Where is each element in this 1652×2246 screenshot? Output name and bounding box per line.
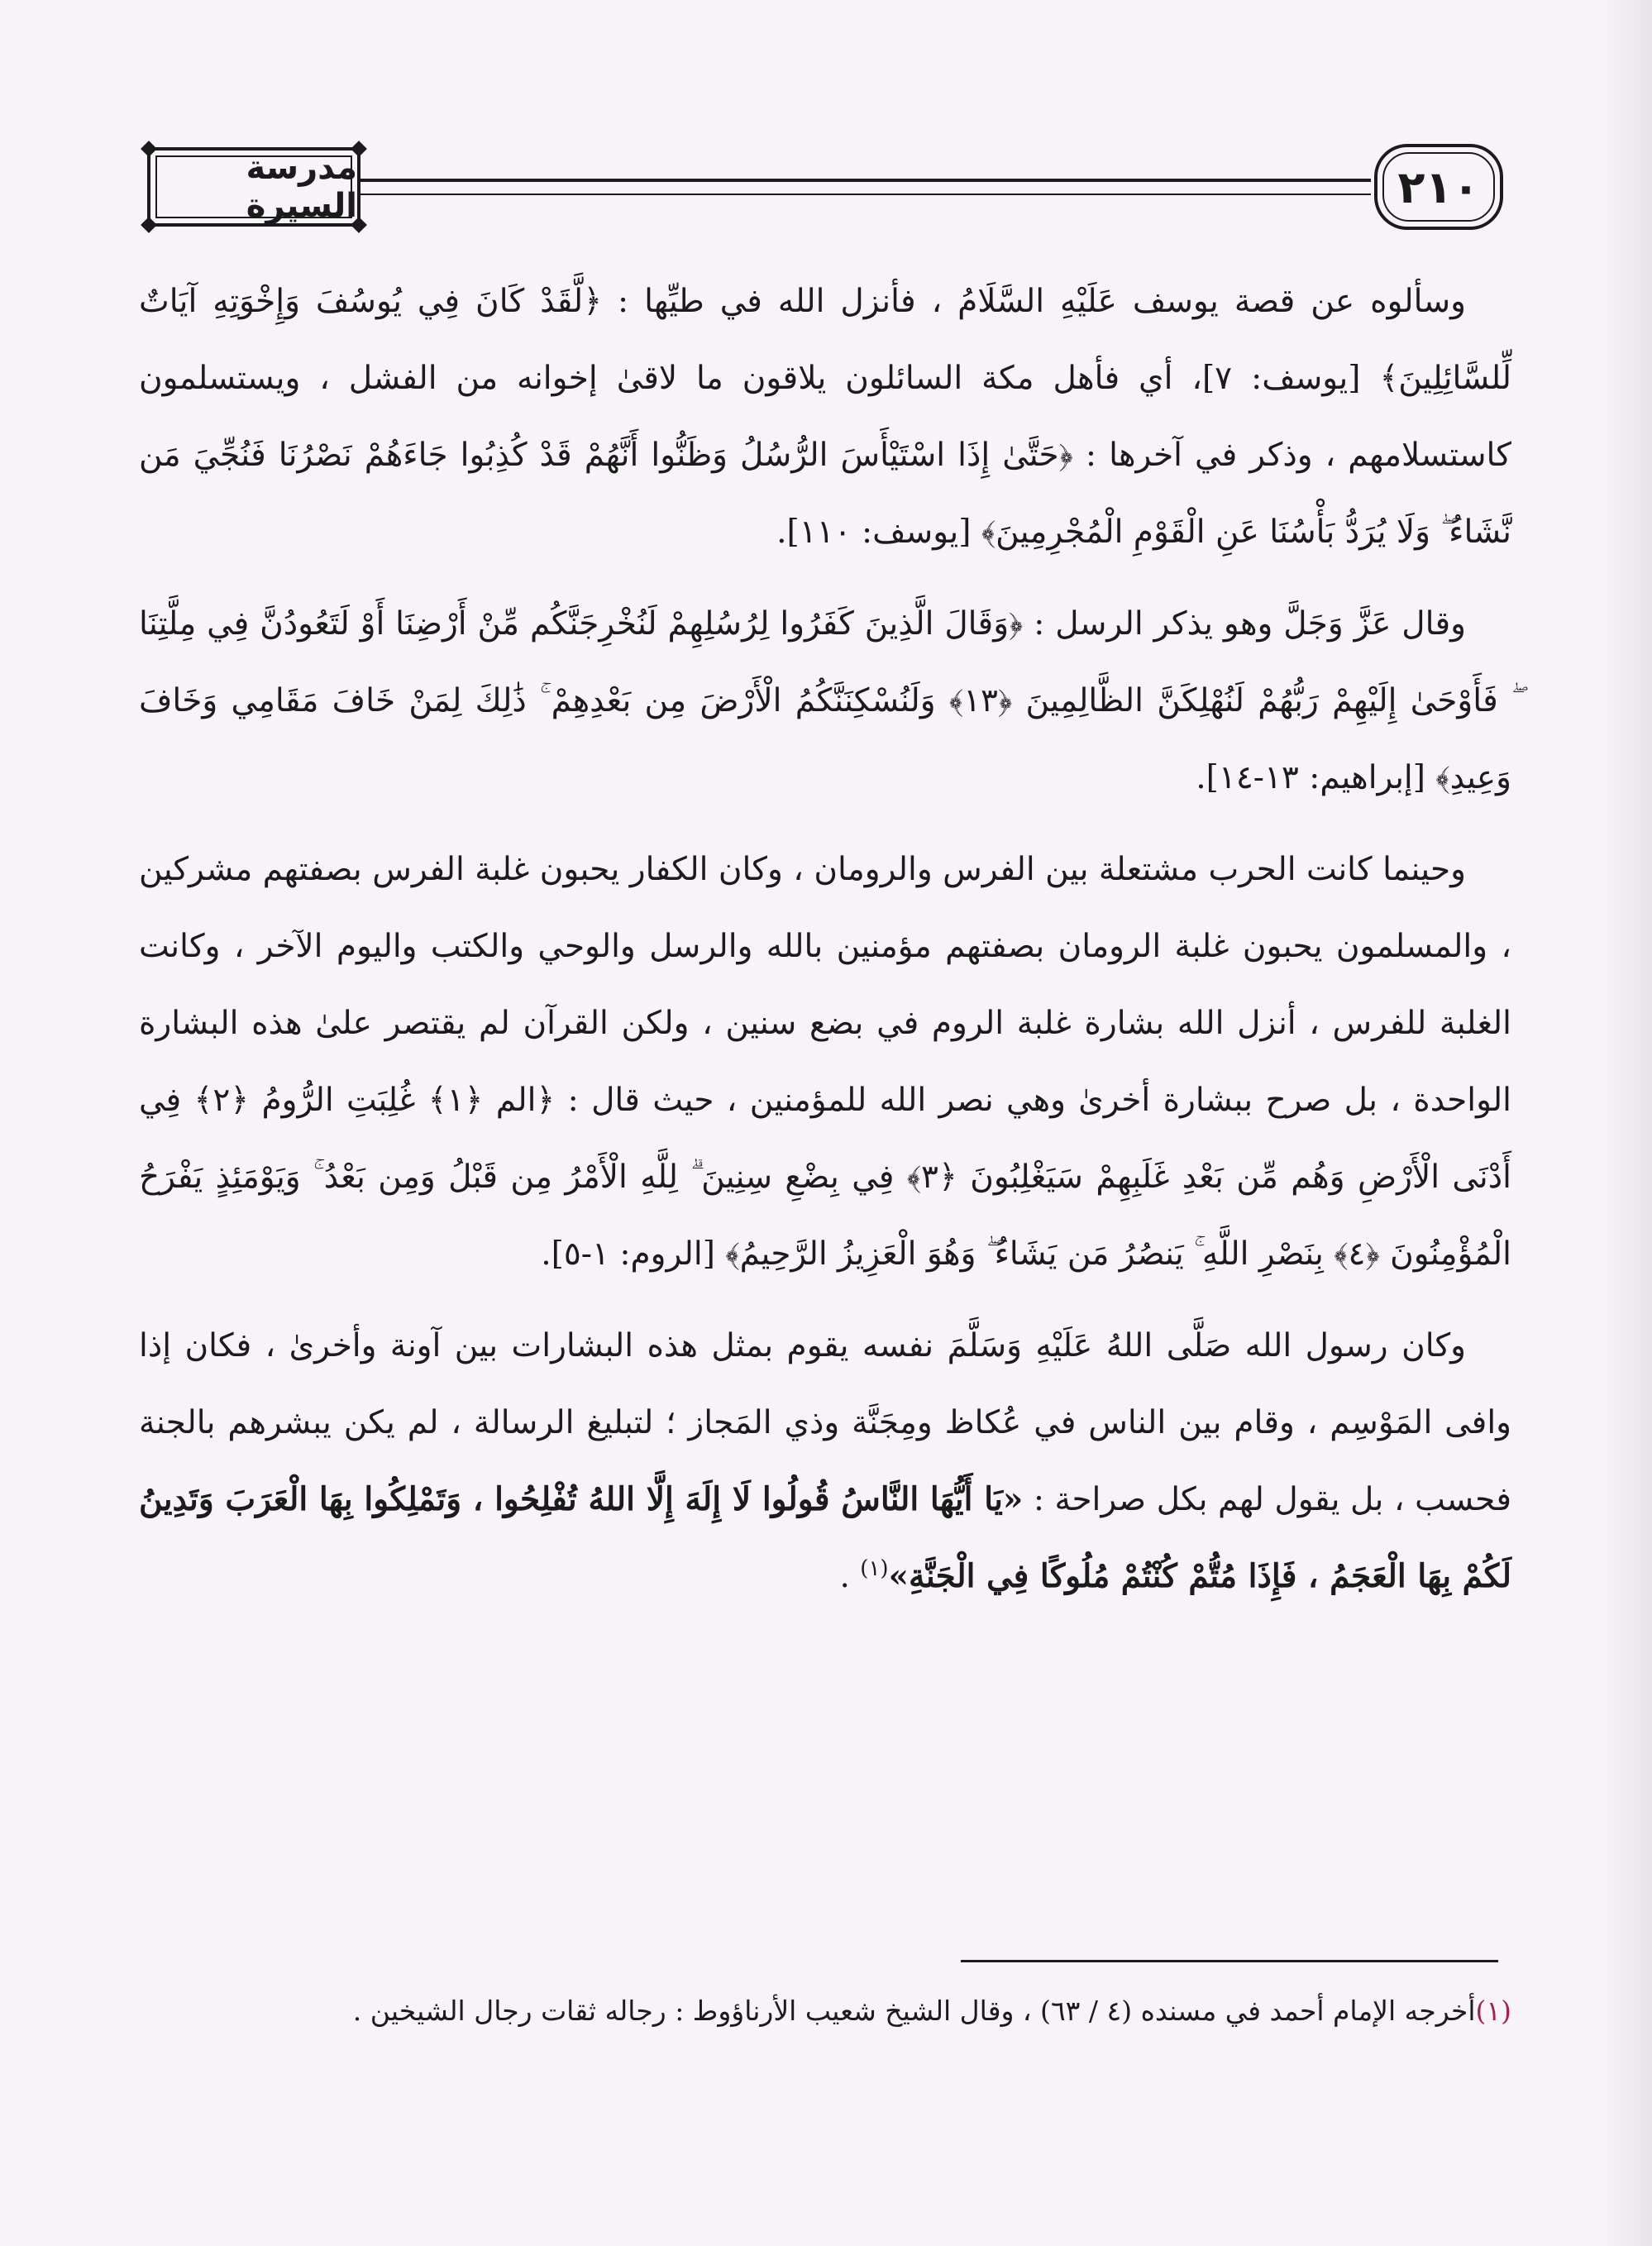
paragraph-2 — [139, 585, 1511, 816]
header-rule — [354, 179, 1371, 195]
quran-verse: ﴿حَتَّىٰ إِذَا اسْتَيْأَسَ الرُّسُلُ وَظَنُّوا أَنَّهُمْ قَدْ كُذِبُوا جَاءَهُمْ نَصْرُنَا فَنُجِّيَ مَن نَّشَاءُ ۖ وَلَا يُرَدُّ بَأْسُنَا عَنِ الْقَوْمِ الْمُجْرِمِينَ﴾ — [139, 437, 1511, 551]
verse-reference: [إبراهيم: ١٣-١٤]. — [1196, 759, 1436, 796]
paragraph-1 — [139, 263, 1511, 571]
verse-reference: [الروم: ١-٥]. — [541, 1235, 726, 1273]
text-segment: وقال عَزَّ وَجَلَّ وهو يذكر الرسل : — [1023, 605, 1466, 643]
footnote-item — [139, 1983, 1511, 2039]
text-segment: [يوسف: ٧]، أي فأهل مكة السائلون يلاقون ما لاقىٰ إخوانه من الفشل ، ويستسلمون كاستسلامهم ، وذكر في آخرها : — [139, 360, 1511, 474]
footnote-text: أخرجه الإمام أحمد في مسنده (٤ / ٦٣) ، وقال الشيخ شعيب الأرناؤوط : رجاله ثقات رجال الشيخين . — [352, 1995, 1476, 2027]
footnotes — [139, 1983, 1511, 2039]
footnote-marker[interactable]: (١) — [860, 1556, 889, 1581]
footnote-separator — [961, 1960, 1498, 1962]
text-segment: وكان رسول الله صَلَّى اللهُ عَلَيْهِ وَسَلَّمَ نفسه يقوم بمثل هذه البشارات بين آونة وأخرىٰ ، فكان إذا وافى المَوْسِم ، وقام بين الناس في عُكاظ ومِجَنَّة وذي المَجاز ؛ لتبليغ الرسالة ، لم يكن يبشرهم بالجنة فحسب ، بل يقول لهم بكل صراحة : — [139, 1327, 1511, 1518]
text-segment: . — [839, 1558, 861, 1595]
paragraph-3 — [139, 831, 1511, 1293]
running-title: مدرسة السيرة — [246, 149, 357, 225]
quran-verse: ﴿لَّقَدْ كَانَ فِي يُوسُفَ وَإِخْوَتِهِ آيَاتٌ لِّلسَّائِلِينَ﴾ — [139, 283, 1511, 397]
page-edge-shade — [1602, 0, 1652, 2246]
quran-verse: ﴿وَقَالَ الَّذِينَ كَفَرُوا لِرُسُلِهِمْ لَنُخْرِجَنَّكُم مِّنْ أَرْضِنَا أَوْ لَتَعُودُنَّ فِي مِلَّتِنَا ۖ فَأَوْحَىٰ إِلَيْهِمْ رَبُّهُمْ لَنُهْلِكَنَّ الظَّالِمِينَ ﴿١٣﴾ وَلَنُسْكِنَنَّكُمُ الْأَرْضَ مِن بَعْدِهِمْ ۚ ذَٰلِكَ لِمَنْ خَافَ مَقَامِي وَخَافَ وَعِيدِ﴾ — [139, 605, 1511, 796]
paragraph-4 — [139, 1307, 1511, 1615]
running-title-frame — [147, 147, 360, 227]
verse-reference: [يوسف: ١١٠]. — [776, 514, 981, 551]
hadith-quote: «يَا أَيُّهَا النَّاسُ قُولُوا لَا إِلَهَ إِلَّا اللهُ تُفْلِحُوا ، وَتَمْلِكُوا بِهَا الْعَرَبَ وَتَدِينُ لَكُمْ بِهَا الْعَجَمُ ، فَإِذَا مُتُّمْ كُنْتُمْ مُلُوكًا فِي الْجَنَّةِ» — [139, 1480, 1511, 1595]
page-number: ٢١٠ — [1397, 160, 1480, 213]
body-text — [139, 263, 1511, 1615]
quran-verse: ﴿الم ﴿١﴾ غُلِبَتِ الرُّومُ ﴿٢﴾ فِي أَدْنَى الْأَرْضِ وَهُم مِّن بَعْدِ غَلَبِهِمْ سَيَغْلِبُونَ ﴿٣﴾ فِي بِضْعِ سِنِينَ ۗ لِلَّهِ الْأَمْرُ مِن قَبْلُ وَمِن بَعْدُ ۚ وَيَوْمَئِذٍ يَفْرَحُ الْمُؤْمِنُونَ ﴿٤﴾ بِنَصْرِ اللَّهِ ۚ يَنصُرُ مَن يَشَاءُ ۖ وَهُوَ الْعَزِيزُ الرَّحِيمُ﴾ — [139, 1082, 1511, 1273]
page-header — [147, 139, 1503, 238]
footnote-number: (١) — [1475, 1995, 1511, 2027]
page-number-frame — [1374, 144, 1503, 230]
text-segment: وسألوه عن قصة يوسف عَلَيْهِ السَّلَامُ ، فأنزل الله في طيِّها : — [602, 283, 1467, 320]
text-segment: وحينما كانت الحرب مشتعلة بين الفرس والرومان ، وكان الكفار يحبون غلبة الفرس بصفتهم مشركين ، والمسلمون يحبون غلبة الرومان بصفتهم مؤمنين بالله والرسل والوحي والكتب واليوم الآخر ، وكانت الغلبة للفرس ، أنزل الله بشارة غلبة الروم في بضع سنين ، ولكن القرآن لم يقتصر علىٰ هذه البشارة الواحدة ، بل صرح ببشارة أخرىٰ وهي نصر الله للمؤمنين ، حيث قال : — [139, 851, 1511, 1119]
